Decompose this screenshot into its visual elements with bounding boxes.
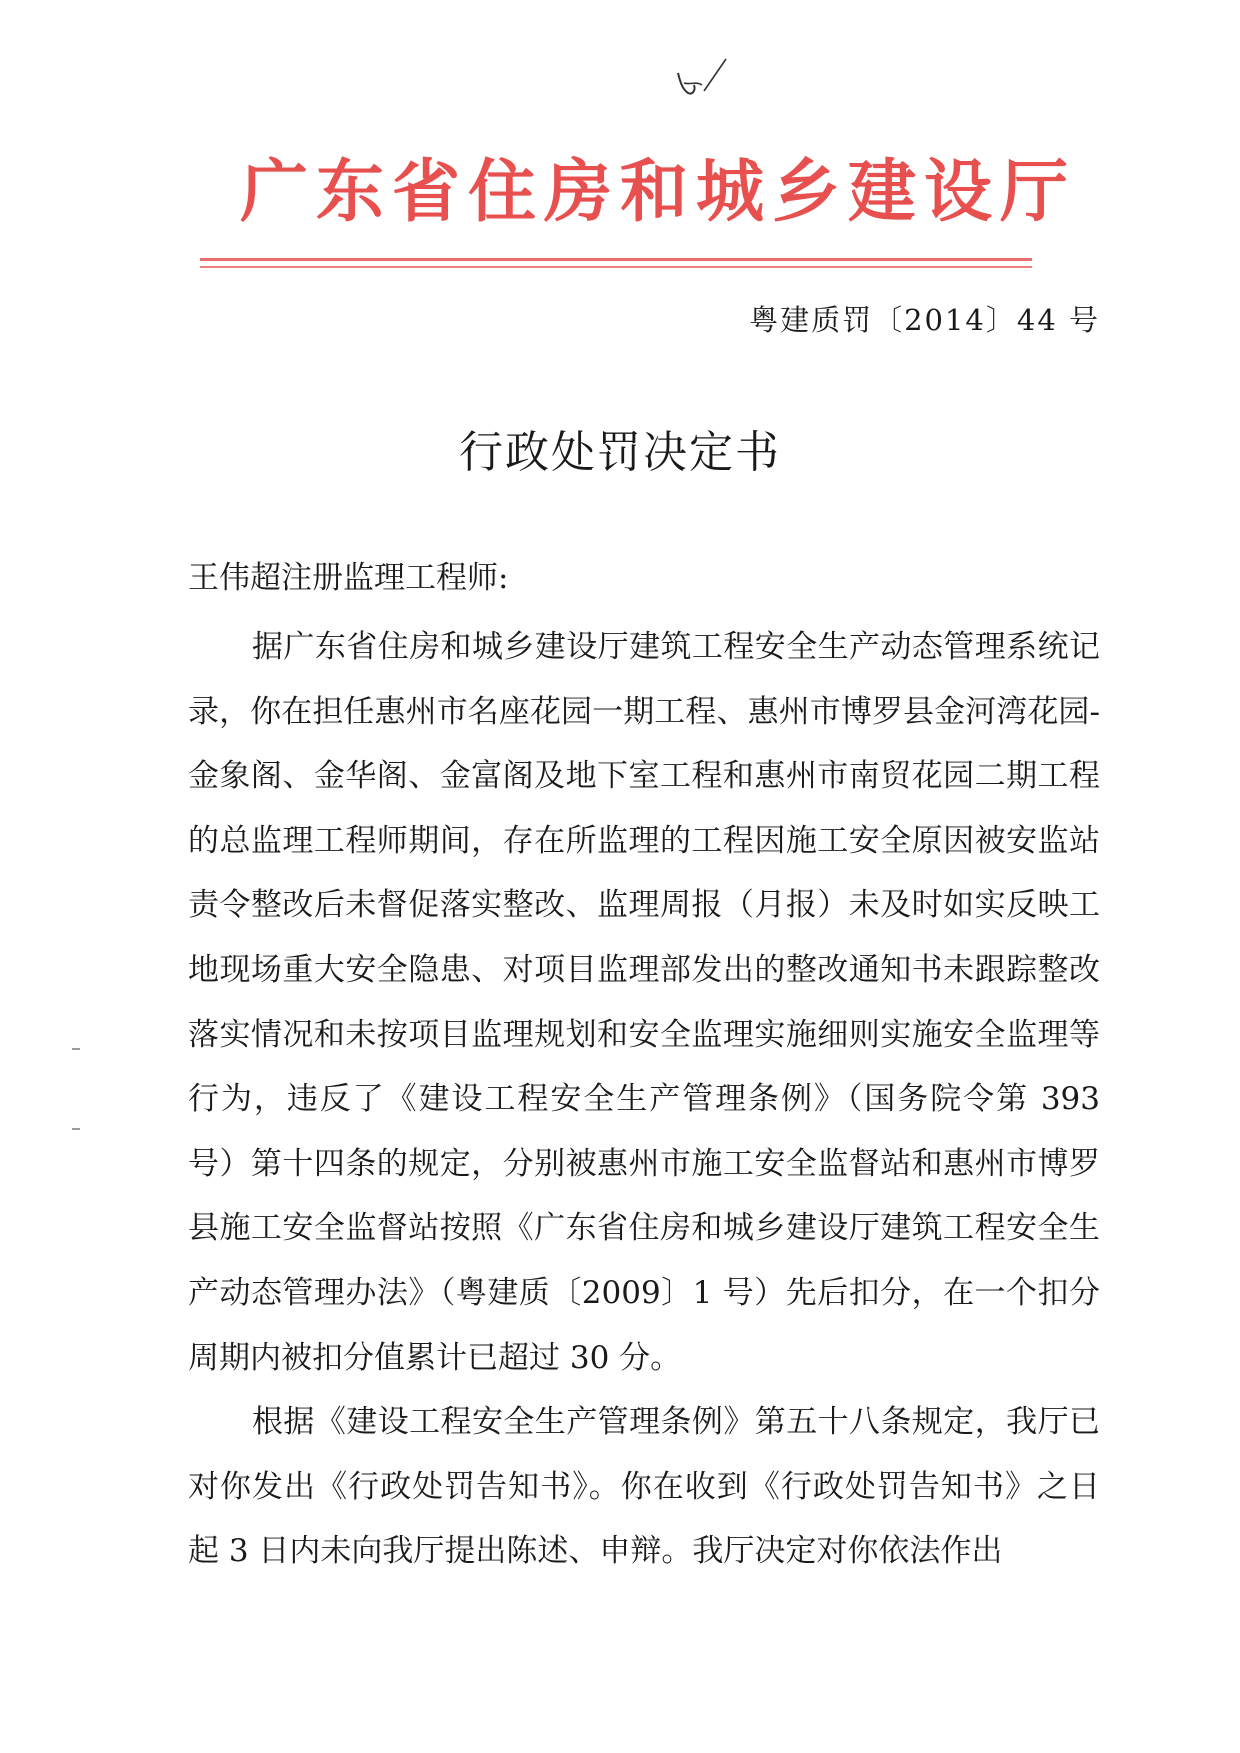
- letterhead-rule-secondary: [200, 266, 1032, 268]
- letterhead-rule: [200, 258, 1032, 261]
- scan-artifact: [72, 1048, 80, 1050]
- scan-artifact: [72, 1128, 80, 1130]
- salutation: 王伟超注册监理工程师:: [188, 560, 509, 596]
- document-body: [188, 615, 1100, 1584]
- body-paragraph: 根据《建设工程安全生产管理条例》第五十八条规定，我厅已对你发出《行政处罚告知书》。你在收到《行政处罚告知书》之日起 3 日内未向我厅提出陈述、申辩。我厅决定对你依法作出: [188, 1404, 1100, 1570]
- document-number: 粤建质罚〔2014〕44 号: [749, 303, 1100, 337]
- document-title: 行政处罚决定书: [459, 427, 781, 478]
- body-paragraph: 据广东省住房和城乡建设厅建筑工程安全生产动态管理系统记录，你在担任惠州市名座花园一期工程、惠州市博罗县金河湾花园-金象阁、金华阁、金富阁及地下室工程和惠州市南贸花园二期工程的总监理工程师期间，存在所监理的工程因施工安全原因被安监站责令整改后未督促落实整改、监理周报（月报）未及时如实反映工地现场重大安全隐患、对项目监理部发出的整改通知书未跟踪整改落实情况和未按项目监理规划和安全监理实施细则实施安全监理等行为，违反了《建设工程安全生产管理条例》（国务院令第 393 号）第十四条的规定，分别被惠州市施工安全监督站和惠州市博罗县施工安全监督站按照《广东省住房和城乡建设厅建筑工程安全生产动态管理办法》（粤建质〔2009〕1 号）先后扣分，在一个扣分周期内被扣分值累计已超过 30 分。: [188, 629, 1100, 1376]
- handwritten-check-mark: [670, 55, 730, 105]
- letterhead-organization: 广东省住房和城乡建设厅: [240, 152, 1077, 232]
